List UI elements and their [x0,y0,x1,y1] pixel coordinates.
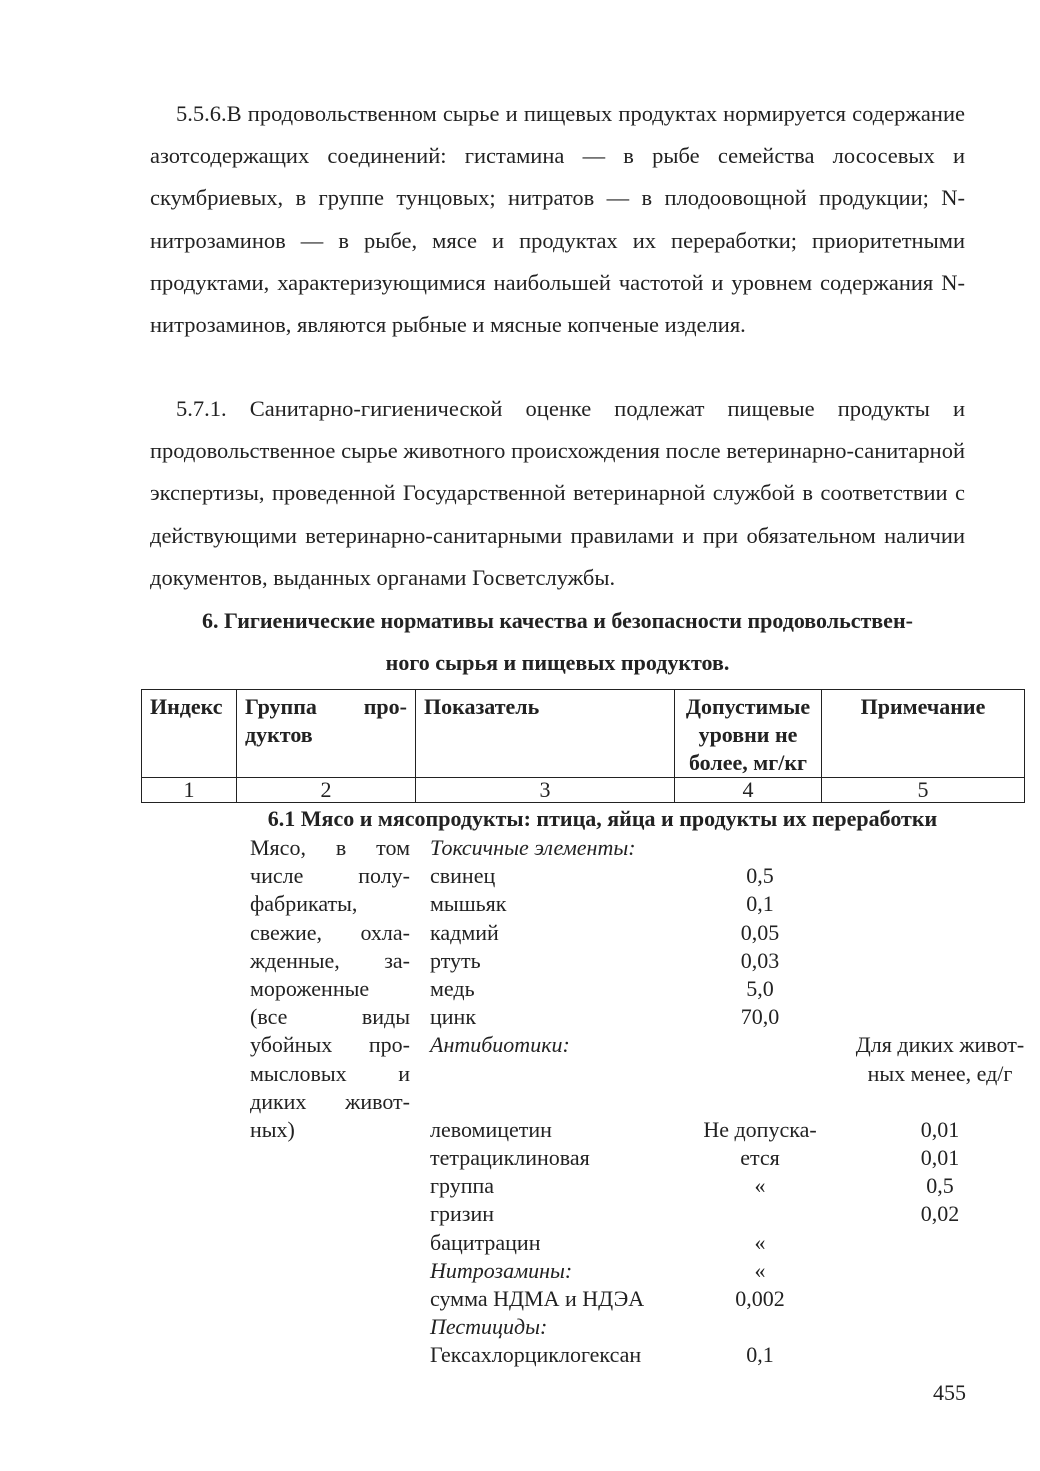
permissible-level-value [680,1200,840,1228]
note-line [840,1003,1040,1031]
permissible-level-value [680,1031,840,1059]
product-group-line: жденные, за- [250,947,410,973]
header-product-group [237,690,416,778]
permissible-level-value [680,1088,840,1116]
header-product-group-line-1: Группа про- [245,694,407,719]
product-group-line: убойных про- [250,1032,410,1058]
indicator-line: цинк [430,1004,477,1030]
permissible-level-value: 0,5 [746,863,774,889]
indicator-line: Пестициды: [430,1314,548,1340]
indicator-line: медь [430,975,475,1001]
indicator-line: сумма НДМА и НДЭА [430,1286,645,1311]
permissible-level-value: ется [740,1145,780,1171]
note-line [840,890,1040,918]
note-line [840,834,1040,862]
indicator-line: Нитрозамины: [430,1257,573,1283]
permissible-level-value: Не допуска- [703,1116,817,1142]
indicator-line: Токсичные элементы: [430,835,636,860]
indicator-line: левомицетин [430,1116,552,1142]
permissible-level-value: 0,1 [746,1342,774,1368]
permissible-level-value: 0,1 [746,891,774,917]
indicator-line: кадмий [430,919,499,945]
permissible-level-value: 0,002 [735,1286,785,1311]
col-number-5: 5 [822,778,1025,803]
permissible-level-value: 0,03 [740,947,780,973]
indicator-line: свинец [430,863,496,889]
product-group-line: ных) [250,1116,295,1142]
note-line: ных менее, ед/г [867,1060,1013,1086]
permissible-level-value: « [754,1173,766,1199]
note-line: 0,01 [920,1116,960,1142]
note-line [840,1088,1040,1116]
note-line: Для диких живот- [855,1032,1025,1058]
product-group-line: мысловых и [250,1060,410,1086]
note-line [840,862,1040,890]
subsection-title: 6.1 Мясо и мясопродукты: птица, яйца и продукты их переработки [267,806,938,831]
page-number: 455 [933,1380,966,1405]
indicator-line [430,1060,690,1088]
paragraph-5-5-6: 5.5.6.В продовольственном сырье и пищевых продуктах нормируется содержание азотсодержащих соединений: гистамина — в рыбе семейства лососевых и скумбриевых, в группе тунцовых; нитратов — в плодоовощной продукции; N-нитрозаминов — в рыбе, мясе и продуктах их переработки; приоритетными продуктами, характеризующимися наибольшей частотой и уровнем содержания N-нитрозаминов, являются рыбные и мясные копченые изделия. [150,101,965,338]
product-group-line: фабрикаты, [250,891,358,917]
indicator-line [430,1088,690,1116]
note-line [840,1313,1040,1341]
product-group-line: Мясо, в том [250,835,410,860]
section-heading-line-1: 6. Гигиенические нормативы качества и безопасности продовольствен- [202,608,913,633]
header-permissible-levels: Допустимые уровни не более, мг/кг [675,690,822,778]
permissible-level-value: 5,0 [746,975,774,1001]
product-group-line: диких живот- [250,1088,410,1114]
col-number-2: 2 [237,778,416,803]
note-line [840,1257,1040,1285]
header-note: Примечание [822,690,1025,778]
header-index: Индекс [142,690,237,778]
note-line [840,1341,1040,1369]
table-number-row [142,778,1025,803]
product-group-line: мороженные [250,975,370,1001]
permissible-level-value: 0,05 [740,919,780,945]
permissible-level-value: « [754,1229,766,1255]
paragraph-5-7-1: 5.7.1. Санитарно-гигиенической оценке подлежат пищевые продукты и продовольственное сырье животного происхождения после ветеринарно-санитарной экспертизы, проведенной Государственной ветеринарной службой в соответствии с действующими ветеринарно-санитарными правилами и при обязательном наличии документов, выданных органами Госветслужбы. [150,396,965,590]
product-group-line: (все виды [250,1004,410,1030]
header-product-group-line-2: дуктов [245,722,313,747]
indicator-line: Антибиотики: [430,1032,570,1058]
note-line [840,1229,1040,1257]
col-number-1: 1 [142,778,237,803]
note-line [840,975,1040,1003]
norms-table-header [141,689,1025,803]
permissible-level-value: 70,0 [740,1004,780,1030]
indicator-line: бацитрацин [430,1229,541,1255]
permissible-level-column [680,834,840,1370]
permissible-level-value [680,1313,840,1341]
indicator-line: группа [430,1173,495,1199]
permissible-level-value [680,1060,840,1088]
note-line [840,919,1040,947]
header-indicator: Показатель [416,690,675,778]
note-column [840,834,1040,1370]
permissible-level-value: « [754,1257,766,1283]
note-line: 0,02 [920,1201,960,1227]
note-line: 0,01 [920,1145,960,1171]
note-line [840,1285,1040,1313]
table-header-row [142,690,1025,778]
permissible-level-value [680,834,840,862]
indicator-line: мышьяк [430,891,507,917]
product-group-line: числе полу- [250,863,410,889]
col-number-3: 3 [416,778,675,803]
product-group-column [250,834,410,1144]
note-line: 0,5 [926,1173,954,1199]
section-heading-line-2: ного сырья и пищевых продуктов. [385,650,730,675]
product-group-line: свежие, охла- [250,919,410,945]
note-line [840,947,1040,975]
indicator-line: Гексахлорциклогексан [430,1342,642,1368]
indicator-line: ртуть [430,947,481,973]
col-number-4: 4 [675,778,822,803]
indicator-line: гризин [430,1201,495,1227]
indicator-line: тетрациклиновая [430,1145,590,1171]
indicator-column [430,834,690,1370]
